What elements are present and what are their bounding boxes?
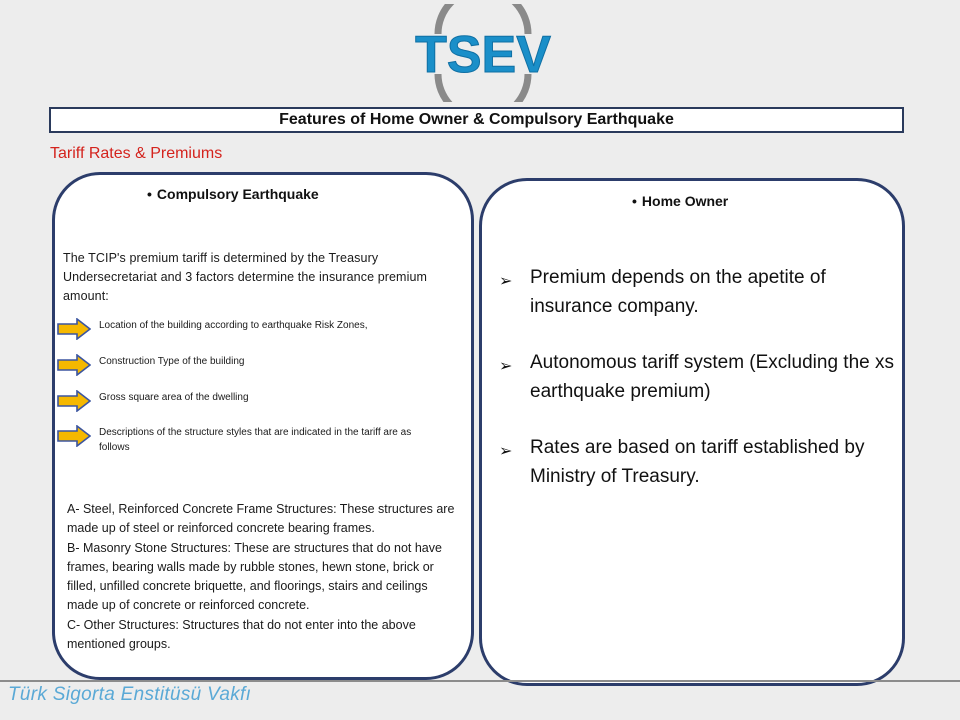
list-item: ➢ Autonomous tariff system (Excluding the xs earthquake premium) xyxy=(499,352,894,402)
structure-b: B- Masonry Stone Structures: These are structures that do not have frames, bearing walls made by rubble stones, hewn stone, brick or filled, unfilled concrete briquette, and floorings, stairs and ceilings made up of concrete or reinforced concrete. xyxy=(67,540,442,613)
arrow-right-icon xyxy=(57,425,91,447)
structure-c: C- Other Structures: Structures that do not enter into the above mentioned groups. xyxy=(67,617,416,652)
structure-a: A- Steel, Reinforced Concrete Frame Structures: These structures are made up of steel or reinforced concrete bearing frames. xyxy=(67,502,455,536)
logo-graphic xyxy=(398,4,568,102)
factor-text: Location of the building according to earthquake Risk Zones, xyxy=(99,320,368,331)
list-item: ➢ Rates are based on tariff established by Ministry of Treasury. xyxy=(499,437,865,487)
arrow-right-icon xyxy=(57,390,91,412)
footer-text: Türk Sigorta Enstitüsü Vakfı xyxy=(8,684,252,705)
section-label: Tariff Rates & Premiums xyxy=(50,145,223,162)
factor-text: Descriptions of the structure styles that are indicated in the tariff are as follows xyxy=(99,427,412,453)
structure-descriptions xyxy=(67,500,457,654)
tariff-intro: The TCIP's premium tariff is determined by the Treasury Undersecretariat and 3 factors determine the insurance premium amount: xyxy=(63,251,428,303)
footer-divider xyxy=(0,680,960,682)
home-owner-heading: • Home Owner xyxy=(632,193,729,209)
bullet-icon: • xyxy=(632,193,637,209)
factor-item xyxy=(55,425,455,455)
home-owner-panel xyxy=(479,178,905,686)
arrow-right-icon xyxy=(57,354,91,376)
factor-item xyxy=(55,390,455,420)
factor-item xyxy=(55,354,455,384)
tsev-logo xyxy=(398,4,568,102)
arrowhead-bullet-icon: ➢ xyxy=(499,358,513,375)
arrowhead-bullet-icon: ➢ xyxy=(499,443,513,460)
logo-text: TSEV xyxy=(415,26,551,84)
home-owner-points xyxy=(499,264,894,519)
factor-text: Gross square area of the dwelling xyxy=(99,392,249,403)
arrow-right-icon xyxy=(57,318,91,340)
factor-item xyxy=(55,318,455,348)
compulsory-earthquake-panel xyxy=(52,172,474,680)
factor-text: Construction Type of the building xyxy=(99,356,245,367)
bullet-icon: • xyxy=(147,186,152,202)
compulsory-earthquake-heading: • Compulsory Earthquake xyxy=(147,186,319,202)
page-title: Features of Home Owner & Compulsory Earthquake xyxy=(49,107,904,133)
arrowhead-bullet-icon: ➢ xyxy=(499,273,513,290)
list-item: ➢ Premium depends on the apetite of insurance company. xyxy=(499,267,826,317)
